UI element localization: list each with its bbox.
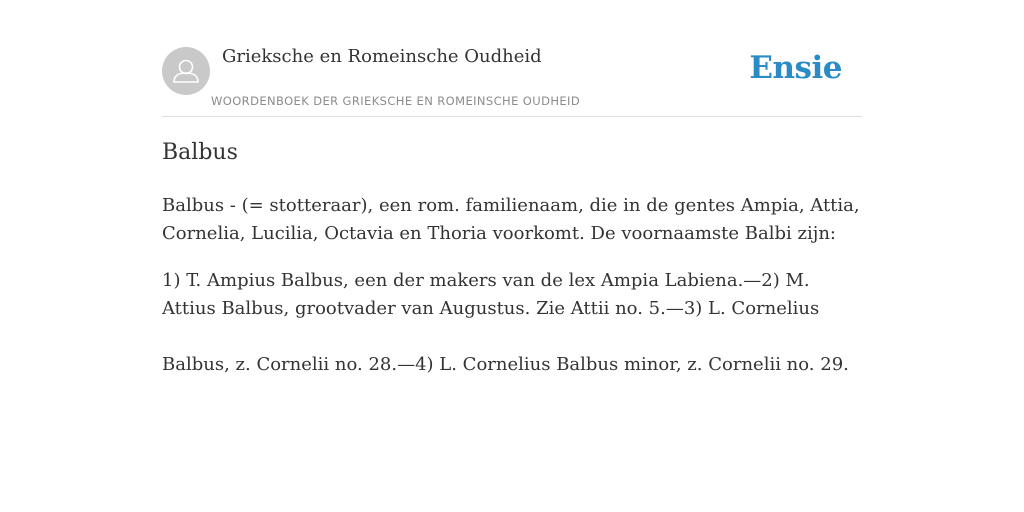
entry-paragraph: Balbus - (= stotteraar), een rom. familienaam, die in de gentes Ampia, Attia, Cornelia, Lucilia, Octavia en Thoria voorkomt. De voornaamste Balbi zijn:: [162, 195, 860, 244]
entry-title: Balbus: [162, 140, 238, 165]
entry-paragraph: Balbus, z. Cornelii no. 28.—4) L. Cornelius Balbus minor, z. Cornelii no. 29.: [162, 354, 849, 375]
entry-paragraph: 1) T. Ampius Balbus, een der makers van de lex Ampia Labiena.—2) M. Attius Balbus, grootvader van Augustus. Zie Attii no. 5.—3) L. Cornelius: [162, 270, 820, 319]
source-subtitle[interactable]: WOORDENBOEK DER GRIEKSCHE EN ROMEINSCHE OUDHEID: [211, 94, 581, 108]
user-icon[interactable]: [162, 47, 210, 95]
header: [162, 0, 862, 117]
brand-logo[interactable]: Ensie: [749, 50, 842, 86]
source-title[interactable]: Grieksche en Romeinsche Oudheid: [222, 46, 542, 67]
page: [162, 0, 862, 512]
